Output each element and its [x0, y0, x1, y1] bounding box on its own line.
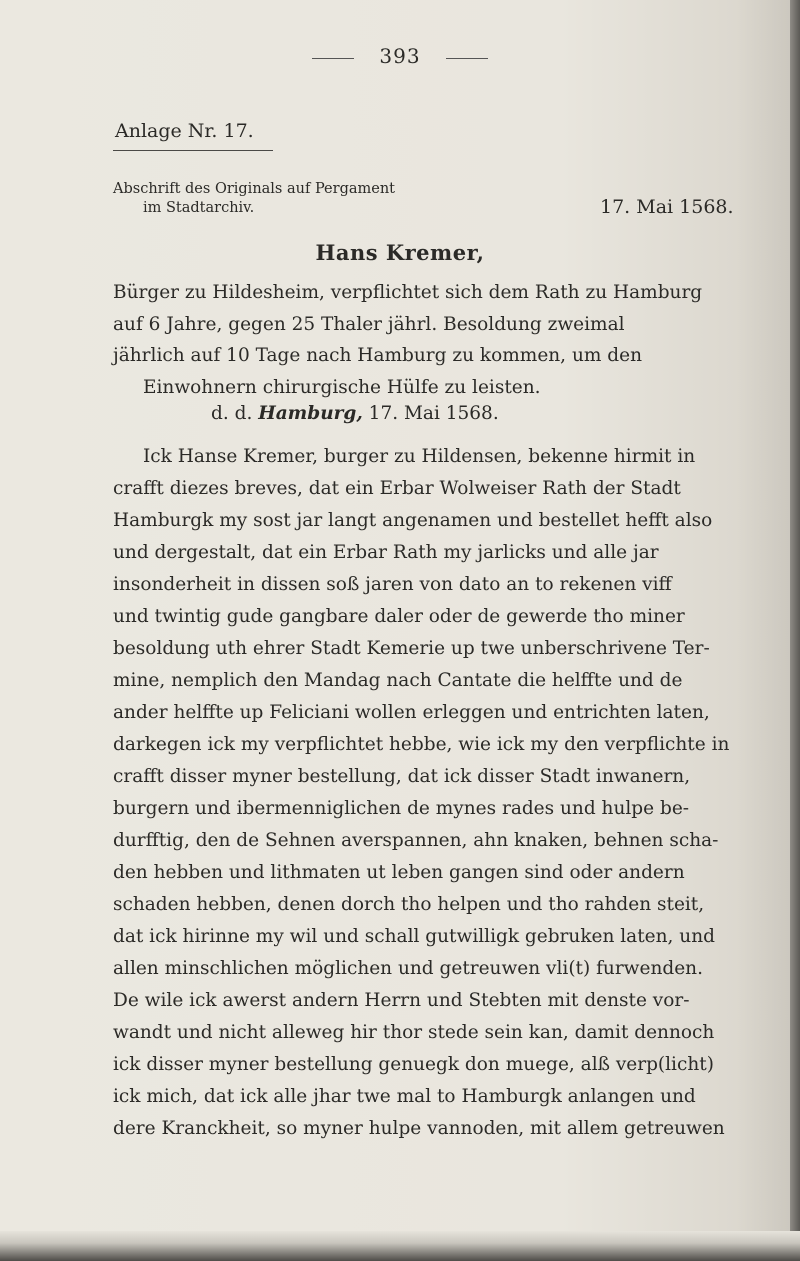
- dateline: [211, 403, 499, 424]
- body-line: Hamburgk my sost jar langt angenamen und bestellet hefft also: [113, 510, 713, 531]
- body-line: allen minschlichen möglichen und getreuwen vli(t) furwenden.: [113, 958, 703, 979]
- annex-underline: [113, 150, 273, 151]
- body-line: burgern und ibermenniglichen de mynes rades und hulpe be-: [113, 798, 690, 819]
- body-line: und twintig gude gangbare daler oder de gewerde tho miner: [113, 606, 685, 627]
- body-line: crafft disser myner bestellung, dat ick disser Stadt inwanern,: [113, 766, 691, 787]
- body-line: ick mich, dat ick alle jhar twe mal to Hamburgk anlangen und: [113, 1086, 696, 1107]
- source-note: [113, 180, 433, 218]
- summary-paragraph: [113, 277, 739, 403]
- body-line: dere Kranckheit, so myner hulpe vannoden, mit allem getreuwen: [113, 1118, 725, 1139]
- body-line: besoldung uth ehrer Stadt Kemerie up twe unberschrivene Ter-: [113, 638, 710, 659]
- body-line: wandt und nicht alleweg hir thor stede sein kan, damit dennoch: [113, 1022, 715, 1043]
- body-line: De wile ick awerst andern Herrn und Stebten mit denste vor-: [113, 990, 690, 1011]
- summary-line: Bürger zu Hildesheim, verpflichtet sich dem Rath zu Hamburg: [113, 282, 703, 303]
- annex-label: Anlage Nr. 17.: [115, 120, 254, 142]
- letter-body: [113, 441, 753, 1145]
- dateline-date: 17. Mai 1568.: [368, 403, 499, 424]
- body-line: ander helffte up Feliciani wollen erleggen und entrichten laten,: [113, 702, 710, 723]
- body-line: Ick Hanse Kremer, burger zu Hildensen, bekenne hirmit in: [143, 446, 696, 467]
- body-line: den hebben und lithmaten ut leben gangen sind oder andern: [113, 862, 685, 883]
- body-line: durfftig, den de Sehnen averspannen, ahn knaken, behnen scha-: [113, 830, 719, 851]
- body-line: ick disser myner bestellung genuegk don muege, alß verp(licht): [113, 1054, 714, 1075]
- page-bottom-shadow: [0, 1231, 800, 1261]
- page-edge-shadow: [790, 0, 800, 1261]
- person-name-heading: Hans Kremer,: [315, 240, 485, 265]
- summary-line: Einwohnern chirurgische Hülfe zu leisten.: [143, 376, 541, 398]
- source-note-line: Abschrift des Originals auf Pergament: [113, 181, 395, 197]
- summary-line: jährlich auf 10 Tage nach Hamburg zu kommen, um den: [113, 345, 642, 366]
- dateline-prefix: d. d.: [211, 403, 253, 424]
- body-line: crafft diezes breves, dat ein Erbar Wolweiser Rath der Stadt: [113, 478, 681, 499]
- dateline-city: Hamburg,: [258, 403, 363, 424]
- body-line: darkegen ick my verpflichtet hebbe, wie ick my den verpflichte in: [113, 734, 730, 755]
- summary-line: auf 6 Jahre, gegen 25 Thaler jährl. Besoldung zweimal: [113, 313, 625, 335]
- body-line: schaden hebben, denen dorch tho helpen und tho rahden steit,: [113, 894, 705, 915]
- body-line: und dergestalt, dat ein Erbar Rath my jarlicks und alle jar: [113, 542, 659, 563]
- page-number-dash-right: [446, 58, 488, 59]
- body-line: insonderheit in dissen soß jaren von dato an to rekenen viff: [113, 574, 672, 595]
- source-note-line: im Stadtarchiv.: [143, 200, 255, 216]
- page-number: 393: [379, 44, 421, 68]
- body-line: dat ick hirinne my wil und schall gutwilligk gebruken laten, und: [113, 926, 715, 947]
- document-date: 17. Mai 1568.: [600, 196, 734, 218]
- body-line: mine, nemplich den Mandag nach Cantate die helffte und de: [113, 670, 683, 691]
